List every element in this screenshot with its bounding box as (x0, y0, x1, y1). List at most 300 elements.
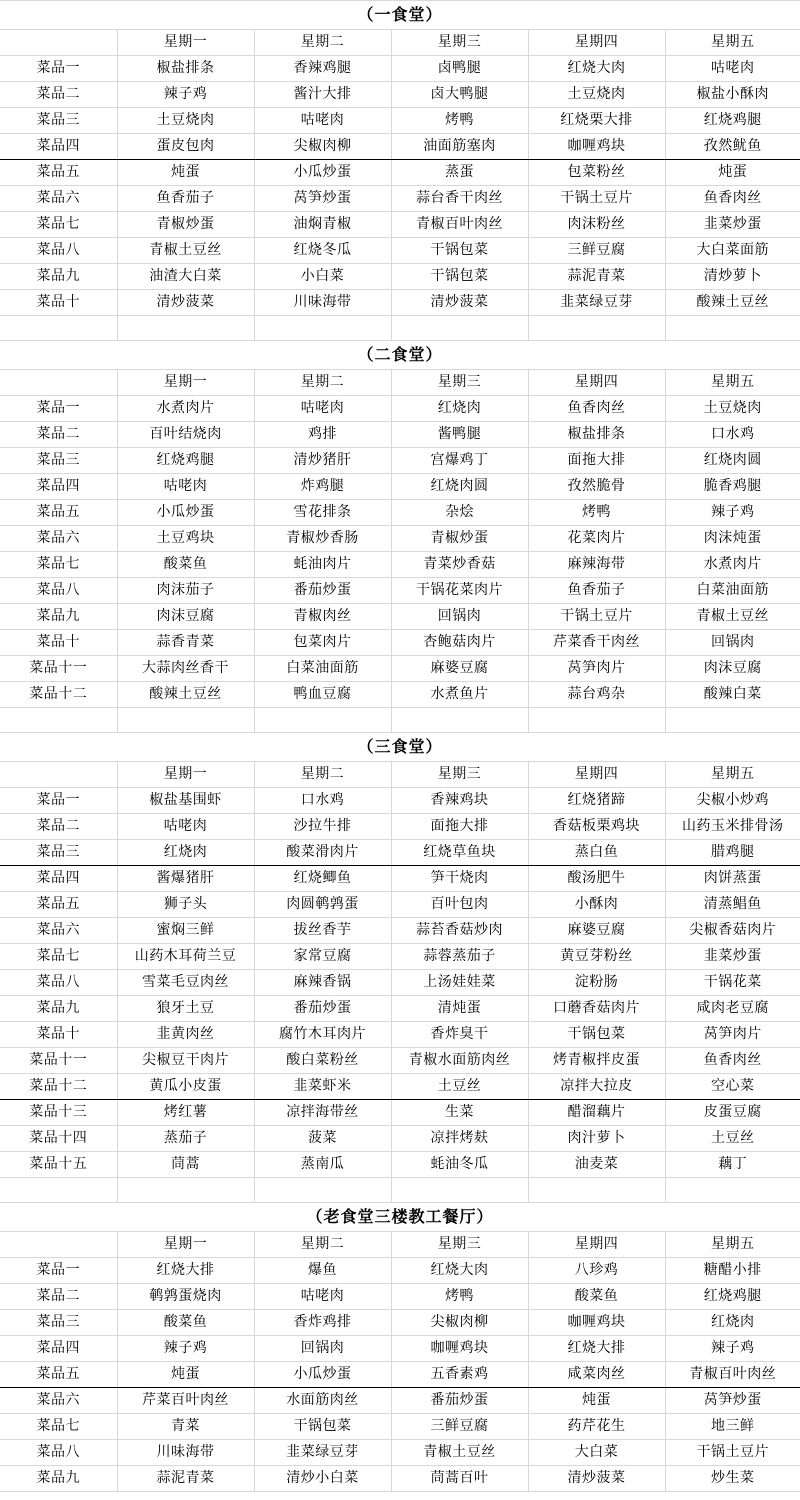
dish-cell[interactable]: 蒜蓉蒸茄子 (391, 944, 528, 970)
corner-cell[interactable] (0, 762, 117, 788)
day-header-cell[interactable]: 星期三 (391, 370, 528, 396)
dish-label-cell[interactable]: 菜品八 (0, 578, 117, 604)
dish-label-cell[interactable]: 菜品一 (0, 788, 117, 814)
dish-cell[interactable]: 蒸南瓜 (254, 1152, 391, 1178)
dish-label-cell[interactable]: 菜品五 (0, 1362, 117, 1388)
empty-cell[interactable] (391, 708, 528, 733)
dish-cell[interactable]: 土豆丝 (391, 1074, 528, 1100)
dish-cell[interactable]: 口水鸡 (665, 422, 800, 448)
dish-label-cell[interactable]: 菜品一 (0, 56, 117, 82)
dish-cell[interactable]: 皮蛋豆腐 (665, 1100, 800, 1126)
dish-label-cell[interactable]: 菜品十 (0, 290, 117, 316)
dish-cell[interactable]: 酱鸭腿 (391, 422, 528, 448)
dish-cell[interactable]: 干锅包菜 (528, 1022, 665, 1048)
dish-cell[interactable]: 咖喱鸡块 (528, 1310, 665, 1336)
dish-label-cell[interactable]: 菜品九 (0, 264, 117, 290)
dish-cell[interactable]: 土豆烧肉 (665, 396, 800, 422)
dish-cell[interactable]: 咸菜肉丝 (528, 1362, 665, 1388)
dish-cell[interactable]: 酱爆猪肝 (117, 866, 254, 892)
dish-cell[interactable]: 干锅花菜 (665, 970, 800, 996)
dish-cell[interactable]: 酸汤肥牛 (528, 866, 665, 892)
dish-cell[interactable]: 咖喱鸡块 (391, 1336, 528, 1362)
dish-cell[interactable]: 莴笋炒蛋 (254, 186, 391, 212)
dish-cell[interactable]: 清炒萝卜 (665, 264, 800, 290)
dish-cell[interactable]: 咕咾肉 (254, 396, 391, 422)
dish-cell[interactable]: 山药玉米排骨汤 (665, 814, 800, 840)
dish-cell[interactable]: 油焖青椒 (254, 212, 391, 238)
dish-cell[interactable]: 百叶包肉 (391, 892, 528, 918)
dish-cell[interactable]: 川味海带 (117, 1440, 254, 1466)
dish-cell[interactable]: 小瓜炒蛋 (254, 160, 391, 186)
dish-cell[interactable]: 淀粉肠 (528, 970, 665, 996)
day-header-cell[interactable]: 星期二 (254, 1232, 391, 1258)
dish-cell[interactable]: 油面筋塞肉 (391, 134, 528, 160)
dish-cell[interactable]: 生菜 (391, 1100, 528, 1126)
dish-cell[interactable]: 杏鲍菇肉片 (391, 630, 528, 656)
dish-cell[interactable]: 青菜 (117, 1414, 254, 1440)
dish-cell[interactable]: 红烧肉 (665, 1310, 800, 1336)
dish-cell[interactable]: 咕咾肉 (665, 56, 800, 82)
dish-cell[interactable]: 小白菜 (254, 264, 391, 290)
dish-label-cell[interactable]: 菜品七 (0, 552, 117, 578)
dish-cell[interactable]: 红烧肉 (391, 396, 528, 422)
dish-cell[interactable]: 酸菜鱼 (117, 552, 254, 578)
dish-cell[interactable]: 雪花排条 (254, 500, 391, 526)
dish-cell[interactable]: 青椒炒香肠 (254, 526, 391, 552)
dish-cell[interactable]: 椒盐排条 (528, 422, 665, 448)
dish-cell[interactable]: 醋溜藕片 (528, 1100, 665, 1126)
dish-cell[interactable]: 香辣鸡腿 (254, 56, 391, 82)
dish-cell[interactable]: 番茄炒蛋 (254, 578, 391, 604)
dish-cell[interactable]: 蒜苔香菇炒肉 (391, 918, 528, 944)
dish-cell[interactable]: 炖蛋 (665, 160, 800, 186)
dish-cell[interactable]: 肉沫粉丝 (528, 212, 665, 238)
dish-label-cell[interactable]: 菜品三 (0, 840, 117, 866)
dish-cell[interactable]: 大蒜肉丝香干 (117, 656, 254, 682)
dish-label-cell[interactable]: 菜品六 (0, 918, 117, 944)
dish-label-cell[interactable]: 菜品五 (0, 892, 117, 918)
day-header-cell[interactable]: 星期三 (391, 1232, 528, 1258)
dish-cell[interactable]: 土豆烧肉 (117, 108, 254, 134)
dish-cell[interactable]: 肉沫豆腐 (665, 656, 800, 682)
dish-cell[interactable]: 清炒菠菜 (117, 290, 254, 316)
dish-cell[interactable]: 肉沫豆腐 (117, 604, 254, 630)
dish-cell[interactable]: 清炒猪肝 (254, 448, 391, 474)
dish-cell[interactable]: 红烧栗大排 (528, 108, 665, 134)
dish-cell[interactable]: 花菜肉片 (528, 526, 665, 552)
empty-cell[interactable] (528, 316, 665, 341)
dish-cell[interactable]: 鱼香茄子 (528, 578, 665, 604)
dish-label-cell[interactable]: 菜品七 (0, 944, 117, 970)
dish-cell[interactable]: 韭菜炒蛋 (665, 944, 800, 970)
dish-cell[interactable]: 回锅肉 (254, 1336, 391, 1362)
dish-label-cell[interactable]: 菜品六 (0, 186, 117, 212)
dish-cell[interactable]: 红烧肉圆 (665, 448, 800, 474)
dish-cell[interactable]: 红烧大肉 (391, 1258, 528, 1284)
dish-cell[interactable]: 炖蛋 (117, 1362, 254, 1388)
dish-cell[interactable]: 蒸白鱼 (528, 840, 665, 866)
day-header-cell[interactable]: 星期四 (528, 370, 665, 396)
dish-cell[interactable]: 川味海带 (254, 290, 391, 316)
dish-cell[interactable]: 水煮肉片 (665, 552, 800, 578)
dish-cell[interactable]: 油渣大白菜 (117, 264, 254, 290)
dish-cell[interactable]: 清炒小白菜 (254, 1466, 391, 1492)
dish-cell[interactable]: 肉沫茄子 (117, 578, 254, 604)
day-header-cell[interactable]: 星期二 (254, 30, 391, 56)
dish-cell[interactable]: 卤大鸭腿 (391, 82, 528, 108)
dish-cell[interactable]: 蜜焖三鲜 (117, 918, 254, 944)
dish-cell[interactable]: 椒盐基围虾 (117, 788, 254, 814)
dish-cell[interactable]: 炖蛋 (528, 1388, 665, 1414)
dish-cell[interactable]: 凉拌烤麸 (391, 1126, 528, 1152)
dish-cell[interactable]: 红烧大排 (528, 1336, 665, 1362)
dish-cell[interactable]: 土豆鸡块 (117, 526, 254, 552)
day-header-cell[interactable]: 星期三 (391, 762, 528, 788)
dish-label-cell[interactable]: 菜品三 (0, 1310, 117, 1336)
dish-cell[interactable]: 水煮肉片 (117, 396, 254, 422)
dish-cell[interactable]: 尖椒香菇肉片 (665, 918, 800, 944)
dish-cell[interactable]: 糖醋小排 (665, 1258, 800, 1284)
dish-label-cell[interactable]: 菜品二 (0, 422, 117, 448)
dish-label-cell[interactable]: 菜品四 (0, 134, 117, 160)
dish-cell[interactable]: 地三鲜 (665, 1414, 800, 1440)
day-header-cell[interactable]: 星期一 (117, 30, 254, 56)
dish-cell[interactable]: 土豆烧肉 (528, 82, 665, 108)
dish-label-cell[interactable]: 菜品十四 (0, 1126, 117, 1152)
dish-cell[interactable]: 肉圆鹌鹑蛋 (254, 892, 391, 918)
dish-label-cell[interactable]: 菜品四 (0, 866, 117, 892)
dish-label-cell[interactable]: 菜品四 (0, 1336, 117, 1362)
dish-cell[interactable]: 韭菜虾米 (254, 1074, 391, 1100)
dish-cell[interactable]: 包菜粉丝 (528, 160, 665, 186)
dish-cell[interactable]: 宫爆鸡丁 (391, 448, 528, 474)
dish-cell[interactable]: 清炒菠菜 (528, 1466, 665, 1492)
dish-cell[interactable]: 椒盐小酥肉 (665, 82, 800, 108)
dish-cell[interactable]: 腊鸡腿 (665, 840, 800, 866)
dish-cell[interactable]: 大白菜 (528, 1440, 665, 1466)
dish-cell[interactable]: 鱼香肉丝 (528, 396, 665, 422)
dish-cell[interactable]: 尖椒小炒鸡 (665, 788, 800, 814)
dish-cell[interactable]: 芹菜香干肉丝 (528, 630, 665, 656)
dish-cell[interactable]: 青椒土豆丝 (665, 604, 800, 630)
corner-cell[interactable] (0, 1232, 117, 1258)
dish-cell[interactable]: 红烧冬瓜 (254, 238, 391, 264)
day-header-cell[interactable]: 星期五 (665, 1232, 800, 1258)
dish-cell[interactable]: 水面筋肉丝 (254, 1388, 391, 1414)
dish-cell[interactable]: 红烧大排 (117, 1258, 254, 1284)
dish-label-cell[interactable]: 菜品八 (0, 970, 117, 996)
empty-cell[interactable] (0, 1178, 117, 1203)
dish-cell[interactable]: 清炖蛋 (391, 996, 528, 1022)
day-header-cell[interactable]: 星期五 (665, 762, 800, 788)
dish-cell[interactable]: 烤鸭 (528, 500, 665, 526)
dish-cell[interactable]: 沙拉牛排 (254, 814, 391, 840)
corner-cell[interactable] (0, 30, 117, 56)
dish-label-cell[interactable]: 菜品六 (0, 1388, 117, 1414)
dish-cell[interactable]: 干锅包菜 (391, 264, 528, 290)
dish-cell[interactable]: 回锅肉 (665, 630, 800, 656)
empty-cell[interactable] (117, 316, 254, 341)
dish-cell[interactable]: 烤鸭 (391, 108, 528, 134)
dish-cell[interactable]: 肉汁萝卜 (528, 1126, 665, 1152)
dish-cell[interactable]: 干锅花菜肉片 (391, 578, 528, 604)
dish-cell[interactable]: 青椒土豆丝 (391, 1440, 528, 1466)
dish-cell[interactable]: 黄瓜小皮蛋 (117, 1074, 254, 1100)
dish-cell[interactable]: 烤鸭 (391, 1284, 528, 1310)
empty-cell[interactable] (528, 1178, 665, 1203)
dish-cell[interactable]: 青椒炒蛋 (391, 526, 528, 552)
dish-cell[interactable]: 蒜台香干肉丝 (391, 186, 528, 212)
dish-cell[interactable]: 尖椒肉柳 (254, 134, 391, 160)
dish-cell[interactable]: 卤鸭腿 (391, 56, 528, 82)
dish-cell[interactable]: 爆鱼 (254, 1258, 391, 1284)
dish-cell[interactable]: 蒸茄子 (117, 1126, 254, 1152)
dish-label-cell[interactable]: 菜品十五 (0, 1152, 117, 1178)
dish-cell[interactable]: 白菜油面筋 (254, 656, 391, 682)
dish-label-cell[interactable]: 菜品十一 (0, 1048, 117, 1074)
dish-cell[interactable]: 酸辣白菜 (665, 682, 800, 708)
dish-cell[interactable]: 孜然鱿鱼 (665, 134, 800, 160)
dish-cell[interactable]: 青椒百叶肉丝 (391, 212, 528, 238)
dish-cell[interactable]: 咕咾肉 (117, 814, 254, 840)
dish-cell[interactable]: 空心菜 (665, 1074, 800, 1100)
dish-cell[interactable]: 油麦菜 (528, 1152, 665, 1178)
dish-cell[interactable]: 土豆丝 (665, 1126, 800, 1152)
empty-cell[interactable] (0, 708, 117, 733)
dish-cell[interactable]: 韭黄肉丝 (117, 1022, 254, 1048)
dish-cell[interactable]: 蒜台鸡杂 (528, 682, 665, 708)
empty-cell[interactable] (665, 316, 800, 341)
day-header-cell[interactable]: 星期五 (665, 370, 800, 396)
dish-cell[interactable]: 炒生菜 (665, 1466, 800, 1492)
empty-cell[interactable] (391, 316, 528, 341)
dish-cell[interactable]: 包菜肉片 (254, 630, 391, 656)
empty-cell[interactable] (254, 708, 391, 733)
dish-cell[interactable]: 干锅土豆片 (665, 1440, 800, 1466)
dish-cell[interactable]: 香炸鸡排 (254, 1310, 391, 1336)
dish-cell[interactable]: 酸菜鱼 (528, 1284, 665, 1310)
empty-cell[interactable] (528, 708, 665, 733)
dish-cell[interactable]: 脆香鸡腿 (665, 474, 800, 500)
dish-cell[interactable]: 小瓜炒蛋 (254, 1362, 391, 1388)
dish-label-cell[interactable]: 菜品九 (0, 1466, 117, 1492)
dish-label-cell[interactable]: 菜品二 (0, 82, 117, 108)
dish-cell[interactable]: 尖椒豆干肉片 (117, 1048, 254, 1074)
dish-cell[interactable]: 干锅包菜 (254, 1414, 391, 1440)
dish-cell[interactable]: 酸菜滑肉片 (254, 840, 391, 866)
dish-cell[interactable]: 青菜炒香菇 (391, 552, 528, 578)
dish-cell[interactable]: 红烧肉 (117, 840, 254, 866)
dish-cell[interactable]: 山药木耳荷兰豆 (117, 944, 254, 970)
dish-cell[interactable]: 鱼香肉丝 (665, 1048, 800, 1074)
dish-cell[interactable]: 口水鸡 (254, 788, 391, 814)
dish-label-cell[interactable]: 菜品九 (0, 604, 117, 630)
dish-cell[interactable]: 麻婆豆腐 (528, 918, 665, 944)
dish-label-cell[interactable]: 菜品十三 (0, 1100, 117, 1126)
dish-cell[interactable]: 韭菜绿豆芽 (254, 1440, 391, 1466)
dish-cell[interactable]: 香辣鸡块 (391, 788, 528, 814)
dish-cell[interactable]: 韭菜炒蛋 (665, 212, 800, 238)
dish-cell[interactable]: 红烧肉圆 (391, 474, 528, 500)
dish-cell[interactable]: 白菜油面筋 (665, 578, 800, 604)
dish-cell[interactable]: 烤红薯 (117, 1100, 254, 1126)
empty-cell[interactable] (117, 1178, 254, 1203)
empty-cell[interactable] (391, 1178, 528, 1203)
day-header-cell[interactable]: 星期五 (665, 30, 800, 56)
dish-cell[interactable]: 藕丁 (665, 1152, 800, 1178)
empty-cell[interactable] (254, 316, 391, 341)
dish-cell[interactable]: 清炒菠菜 (391, 290, 528, 316)
dish-cell[interactable]: 辣子鸡 (665, 1336, 800, 1362)
day-header-cell[interactable]: 星期三 (391, 30, 528, 56)
dish-cell[interactable]: 干锅土豆片 (528, 604, 665, 630)
dish-cell[interactable]: 红烧猪蹄 (528, 788, 665, 814)
dish-label-cell[interactable]: 菜品七 (0, 212, 117, 238)
dish-cell[interactable]: 茼蒿 (117, 1152, 254, 1178)
dish-cell[interactable]: 尖椒肉柳 (391, 1310, 528, 1336)
dish-cell[interactable]: 芹菜百叶肉丝 (117, 1388, 254, 1414)
dish-cell[interactable]: 莴笋肉片 (665, 1022, 800, 1048)
dish-cell[interactable]: 番茄炒蛋 (254, 996, 391, 1022)
dish-cell[interactable]: 炸鸡腿 (254, 474, 391, 500)
dish-cell[interactable]: 酸辣土豆丝 (117, 682, 254, 708)
dish-cell[interactable]: 狼牙土豆 (117, 996, 254, 1022)
dish-cell[interactable]: 红烧鲫鱼 (254, 866, 391, 892)
dish-cell[interactable]: 蒜泥青菜 (528, 264, 665, 290)
dish-label-cell[interactable]: 菜品十 (0, 1022, 117, 1048)
dish-cell[interactable]: 八珍鸡 (528, 1258, 665, 1284)
empty-cell[interactable] (254, 1178, 391, 1203)
dish-label-cell[interactable]: 菜品五 (0, 160, 117, 186)
dish-label-cell[interactable]: 菜品九 (0, 996, 117, 1022)
day-header-cell[interactable]: 星期四 (528, 1232, 665, 1258)
dish-cell[interactable]: 香炸臭干 (391, 1022, 528, 1048)
corner-cell[interactable] (0, 370, 117, 396)
day-header-cell[interactable]: 星期一 (117, 370, 254, 396)
dish-label-cell[interactable]: 菜品十一 (0, 656, 117, 682)
dish-cell[interactable]: 咕咾肉 (254, 1284, 391, 1310)
dish-cell[interactable]: 咕咾肉 (254, 108, 391, 134)
dish-label-cell[interactable]: 菜品四 (0, 474, 117, 500)
dish-cell[interactable]: 蒜泥青菜 (117, 1466, 254, 1492)
dish-cell[interactable]: 笋干烧肉 (391, 866, 528, 892)
dish-cell[interactable]: 三鲜豆腐 (528, 238, 665, 264)
day-header-cell[interactable]: 星期一 (117, 1232, 254, 1258)
dish-cell[interactable]: 面拖大排 (528, 448, 665, 474)
dish-cell[interactable]: 五香素鸡 (391, 1362, 528, 1388)
dish-cell[interactable]: 香菇板栗鸡块 (528, 814, 665, 840)
dish-cell[interactable]: 韭菜绿豆芽 (528, 290, 665, 316)
dish-label-cell[interactable]: 菜品三 (0, 448, 117, 474)
dish-cell[interactable]: 酸辣土豆丝 (665, 290, 800, 316)
dish-cell[interactable]: 炖蛋 (117, 160, 254, 186)
empty-cell[interactable] (665, 1178, 800, 1203)
dish-cell[interactable]: 水煮鱼片 (391, 682, 528, 708)
dish-cell[interactable]: 杂烩 (391, 500, 528, 526)
dish-label-cell[interactable]: 菜品一 (0, 396, 117, 422)
dish-cell[interactable]: 辣子鸡 (117, 1336, 254, 1362)
dish-cell[interactable]: 红烧鸡腿 (665, 108, 800, 134)
dish-cell[interactable]: 番茄炒蛋 (391, 1388, 528, 1414)
dish-cell[interactable]: 辣子鸡 (117, 82, 254, 108)
dish-cell[interactable]: 莴笋肉片 (528, 656, 665, 682)
dish-cell[interactable]: 肉沫炖蛋 (665, 526, 800, 552)
dish-label-cell[interactable]: 菜品十 (0, 630, 117, 656)
dish-label-cell[interactable]: 菜品八 (0, 238, 117, 264)
dish-label-cell[interactable]: 菜品十二 (0, 1074, 117, 1100)
dish-cell[interactable]: 麻婆豆腐 (391, 656, 528, 682)
dish-cell[interactable]: 椒盐排条 (117, 56, 254, 82)
dish-cell[interactable]: 辣子鸡 (665, 500, 800, 526)
dish-cell[interactable]: 百叶结烧肉 (117, 422, 254, 448)
day-header-cell[interactable]: 星期四 (528, 30, 665, 56)
dish-cell[interactable]: 茼蒿百叶 (391, 1466, 528, 1492)
dish-cell[interactable]: 咸肉老豆腐 (665, 996, 800, 1022)
dish-cell[interactable]: 凉拌大拉皮 (528, 1074, 665, 1100)
dish-cell[interactable]: 酱汁大排 (254, 82, 391, 108)
dish-cell[interactable]: 小酥肉 (528, 892, 665, 918)
dish-cell[interactable]: 面拖大排 (391, 814, 528, 840)
dish-cell[interactable]: 上汤娃娃菜 (391, 970, 528, 996)
dish-cell[interactable]: 回锅肉 (391, 604, 528, 630)
empty-cell[interactable] (0, 316, 117, 341)
dish-cell[interactable]: 腐竹木耳肉片 (254, 1022, 391, 1048)
dish-cell[interactable]: 药芹花生 (528, 1414, 665, 1440)
dish-cell[interactable]: 拔丝香芋 (254, 918, 391, 944)
dish-cell[interactable]: 咖喱鸡块 (528, 134, 665, 160)
day-header-cell[interactable]: 星期一 (117, 762, 254, 788)
dish-cell[interactable]: 凉拌海带丝 (254, 1100, 391, 1126)
dish-cell[interactable]: 口蘑香菇肉片 (528, 996, 665, 1022)
dish-cell[interactable]: 雪菜毛豆肉丝 (117, 970, 254, 996)
dish-cell[interactable]: 青椒炒蛋 (117, 212, 254, 238)
dish-cell[interactable]: 干锅包菜 (391, 238, 528, 264)
dish-cell[interactable]: 蒜香青菜 (117, 630, 254, 656)
empty-cell[interactable] (665, 708, 800, 733)
dish-label-cell[interactable]: 菜品二 (0, 1284, 117, 1310)
day-header-cell[interactable]: 星期四 (528, 762, 665, 788)
dish-cell[interactable]: 酸菜鱼 (117, 1310, 254, 1336)
dish-cell[interactable]: 麻辣海带 (528, 552, 665, 578)
dish-cell[interactable]: 干锅土豆片 (528, 186, 665, 212)
dish-cell[interactable]: 青椒水面筋肉丝 (391, 1048, 528, 1074)
dish-cell[interactable]: 清蒸鲳鱼 (665, 892, 800, 918)
dish-cell[interactable]: 菠菜 (254, 1126, 391, 1152)
dish-cell[interactable]: 大白菜面筋 (665, 238, 800, 264)
dish-cell[interactable]: 红烧鸡腿 (665, 1284, 800, 1310)
dish-cell[interactable]: 青椒百叶肉丝 (665, 1362, 800, 1388)
dish-label-cell[interactable]: 菜品五 (0, 500, 117, 526)
dish-cell[interactable]: 鸡排 (254, 422, 391, 448)
dish-cell[interactable]: 鱼香肉丝 (665, 186, 800, 212)
dish-cell[interactable]: 红烧鸡腿 (117, 448, 254, 474)
dish-cell[interactable]: 红烧草鱼块 (391, 840, 528, 866)
dish-cell[interactable]: 蒸蛋 (391, 160, 528, 186)
dish-label-cell[interactable]: 菜品三 (0, 108, 117, 134)
dish-label-cell[interactable]: 菜品八 (0, 1440, 117, 1466)
day-header-cell[interactable]: 星期二 (254, 762, 391, 788)
dish-label-cell[interactable]: 菜品十二 (0, 682, 117, 708)
dish-cell[interactable]: 蛋皮包肉 (117, 134, 254, 160)
dish-cell[interactable]: 麻辣香锅 (254, 970, 391, 996)
dish-label-cell[interactable]: 菜品二 (0, 814, 117, 840)
dish-cell[interactable]: 鹌鹑蛋烧肉 (117, 1284, 254, 1310)
dish-cell[interactable]: 青椒土豆丝 (117, 238, 254, 264)
dish-cell[interactable]: 肉饼蒸蛋 (665, 866, 800, 892)
dish-cell[interactable]: 红烧大肉 (528, 56, 665, 82)
dish-cell[interactable]: 蚝油肉片 (254, 552, 391, 578)
dish-label-cell[interactable]: 菜品一 (0, 1258, 117, 1284)
